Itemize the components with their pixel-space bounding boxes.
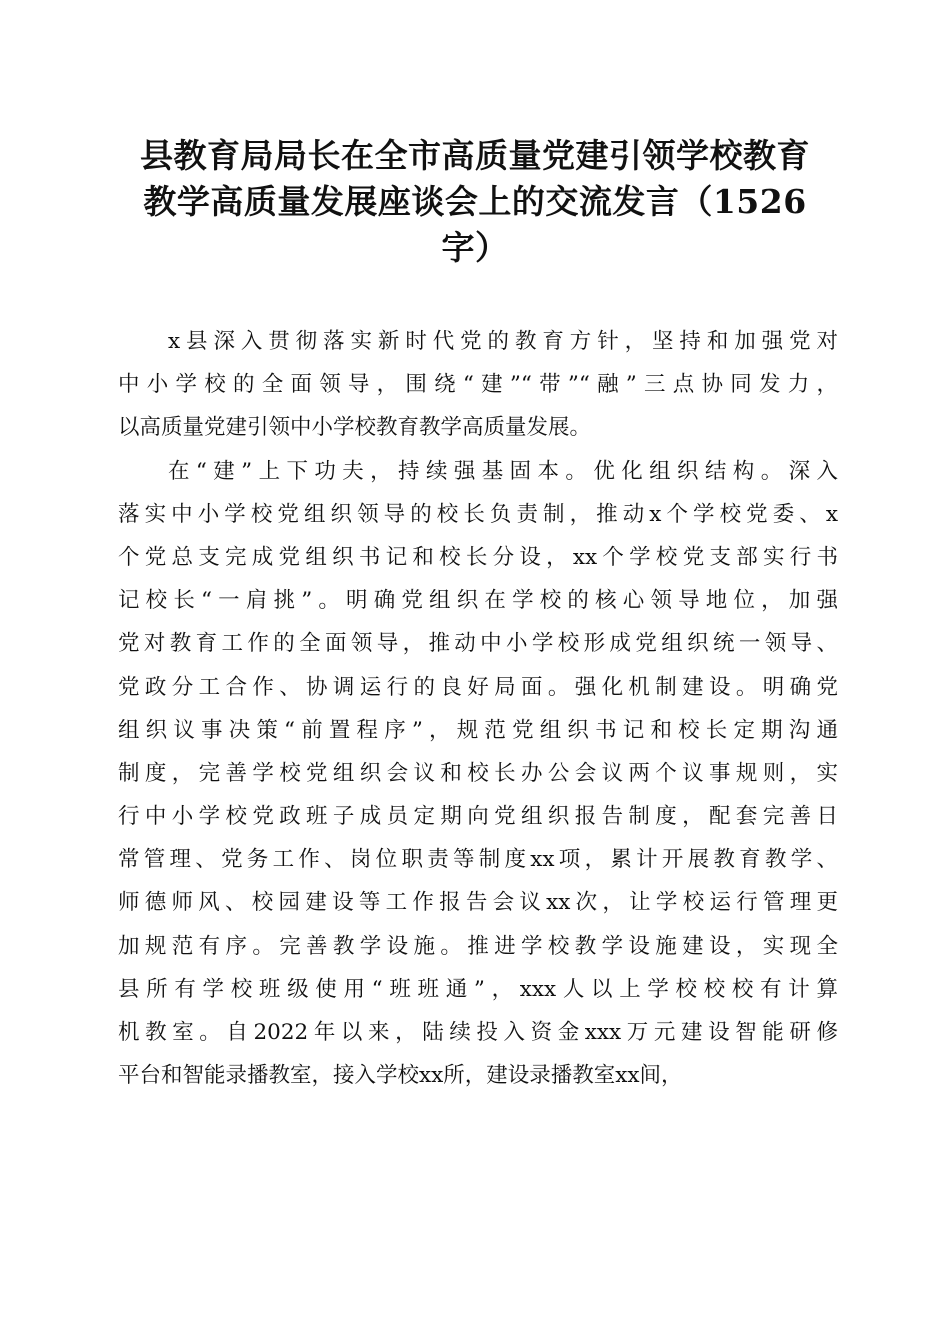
- text-line: 常管理、党务工作、岗位职责等制度xx项，累计开展教育教学、: [118, 847, 838, 873]
- text-line: x县深入贯彻落实新时代党的教育方针，坚持和加强党对: [168, 329, 838, 354]
- title-line: 字）: [441, 228, 509, 267]
- text-line: 落实中小学校党组织领导的校长负责制，推动x个学校党委、x: [118, 501, 838, 527]
- text-line: 县所有学校班级使用“班班通”，xxx人以上学校校校有计算: [118, 976, 838, 1002]
- text-line: 党政分工合作、协调运行的良好局面。强化机制建设。明确党: [118, 674, 838, 700]
- text-line: 中小学校的全面领导，围绕“建”“带”“融”三点协同发力，: [118, 372, 838, 398]
- text-line: 党对教育工作的全面领导，推动中小学校形成党组织统一领导、: [118, 631, 838, 657]
- title-line: 县教育局局长在全市高质量党建引领学校教育: [140, 136, 810, 175]
- text-line: 在“建”上下功夫，持续强基固本。优化组织结构。深入: [168, 458, 838, 484]
- text-line: 加规范有序。完善教学设施。推进学校教学设施建设，实现全: [118, 933, 838, 959]
- paragraph-intro: [118, 320, 838, 450]
- document-body: [118, 320, 838, 1097]
- title-line: 教学高质量发展座谈会上的交流发言（1526: [143, 182, 807, 221]
- paragraph-build: [118, 450, 838, 1098]
- text-line: 行中小学校党政班子成员定期向党组织报告制度，配套完善日: [118, 804, 838, 830]
- text-line: 平台和智能录播教室，接入学校xx所，建设录播教室xx间，: [118, 1063, 683, 1089]
- document-title: [110, 133, 840, 271]
- text-line: 以高质量党建引领中小学校教育教学高质量发展。: [118, 415, 592, 441]
- text-line: 师德师风、校园建设等工作报告会议xx次，让学校运行管理更: [118, 890, 838, 916]
- text-line: 组织议事决策“前置程序”，规范党组织书记和校长定期沟通: [118, 717, 838, 743]
- text-line: 制度，完善学校党组织会议和校长办公会议两个议事规则，实: [118, 760, 838, 786]
- text-line: 个党总支完成党组织书记和校长分设，xx个学校党支部实行书: [118, 544, 838, 570]
- text-line: 记校长“一肩挑”。明确党组织在学校的核心领导地位，加强: [118, 588, 838, 614]
- text-line: 机教室。自2022年以来，陆续投入资金xxx万元建设智能研修: [118, 1020, 838, 1045]
